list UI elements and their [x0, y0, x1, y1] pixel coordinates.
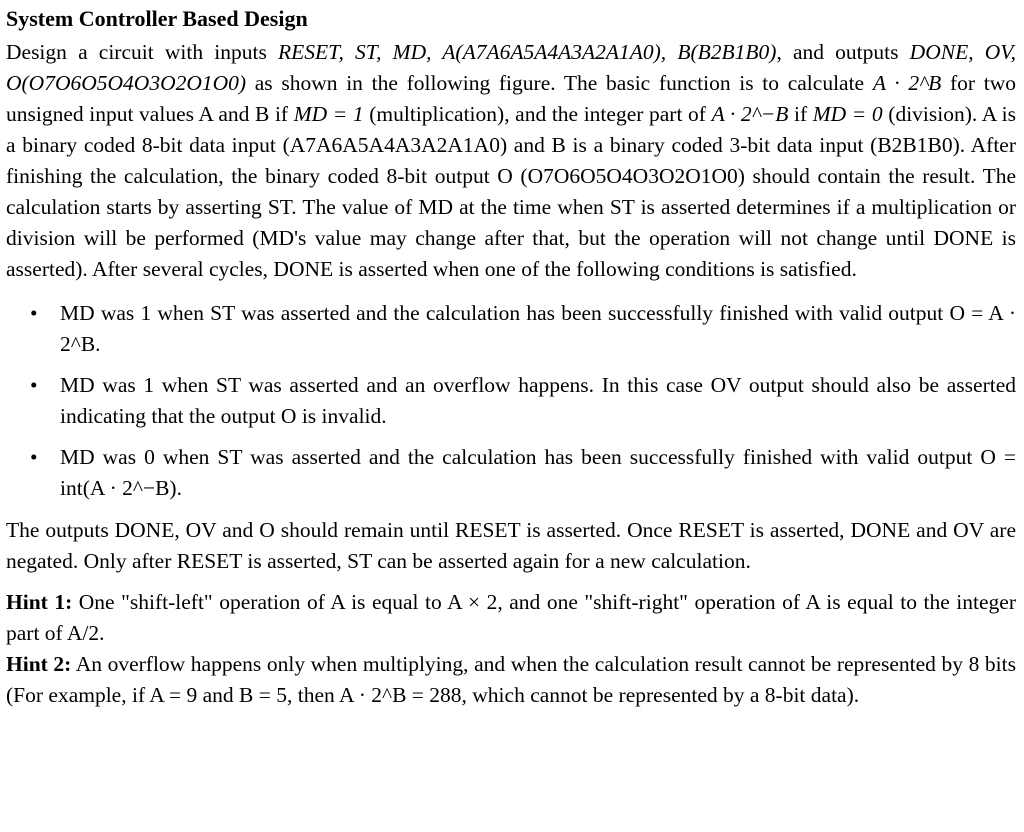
input-signals: RESET, ST, MD, A(A7A6A5A4A3A2A1A0), B(B2B1B0) — [277, 40, 777, 64]
divide-formula: A · 2^−B — [711, 102, 789, 126]
list-item: • MD was 1 when ST was asserted and the calculation has been successfully finished with valid output O = A · 2^B. — [6, 298, 1016, 360]
hint-1-label: Hint 1: — [6, 590, 73, 614]
intro-paragraph: Design a circuit with inputs RESET, ST, MD, A(A7A6A5A4A3A2A1A0), B(B2B1B0), and outputs DONE, OV, O(O7O6O5O4O3O2O1O0) as shown in the following figure. The basic function is to calculate A · 2^B for two unsigned input values A and B if MD = 1 (multiplication), and the integer part of A · 2^−B if MD = 0 (division). A is a binary coded 8-bit data input (A7A6A5A4A3A2A1A0) and B is a binary coded 3-bit data input (B2B1B0). After finishing the calculation, the binary coded 8-bit output O (O7O6O5O4O3O2O1O0) should contain the result. The calculation starts by asserting ST. The value of MD at the time when ST is asserted determines if a multiplication or division will be performed (MD's value may change after that, but the operation will not change until DONE is asserted). After several cycles, DONE is asserted when one of the following conditions is satisfied. — [6, 40, 1017, 281]
list-item: • MD was 0 when ST was asserted and the calculation has been successfully finished with valid output O = int(A · 2^−B). — [6, 442, 1016, 504]
multiply-formula: A · 2^B — [872, 71, 942, 95]
document-page — [6, 4, 1016, 711]
list-item: • MD was 1 when ST was asserted and an overflow happens. In this case OV output should also be asserted indicating that the output O is invalid. — [6, 370, 1016, 432]
done-conditions-list — [6, 298, 1016, 504]
hint-2 — [6, 649, 1016, 711]
bullet-icon: • — [30, 301, 38, 325]
hints-section — [6, 587, 1016, 711]
bullet-icon: • — [30, 445, 38, 469]
reset-paragraph: The outputs DONE, OV and O should remain until RESET is asserted. Once RESET is asserted, DONE and OV are negated. Only after RESET is asserted, ST can be asserted again for a new calculation. — [6, 518, 1016, 573]
output-signals: DONE, OV, O(O7O6O5O4O3O2O1O0) — [6, 40, 1017, 95]
section-title: System Controller Based Design — [6, 6, 308, 31]
hint-2-label: Hint 2: — [6, 652, 72, 676]
hint-2-text: An overflow happens only when multiplying, and when the calculation result cannot be represented by 8 bits (For example, if A = 9 and B = 5, then A · 2^B = 288, which cannot be represented by a 8-bit data). — [6, 652, 1016, 707]
hint-1-text: One "shift-left" operation of A is equal to A × 2, and one "shift-right" operation of A is equal to the integer part of A/2. — [6, 590, 1016, 645]
bullet-icon: • — [30, 373, 38, 397]
hint-1 — [6, 587, 1016, 649]
